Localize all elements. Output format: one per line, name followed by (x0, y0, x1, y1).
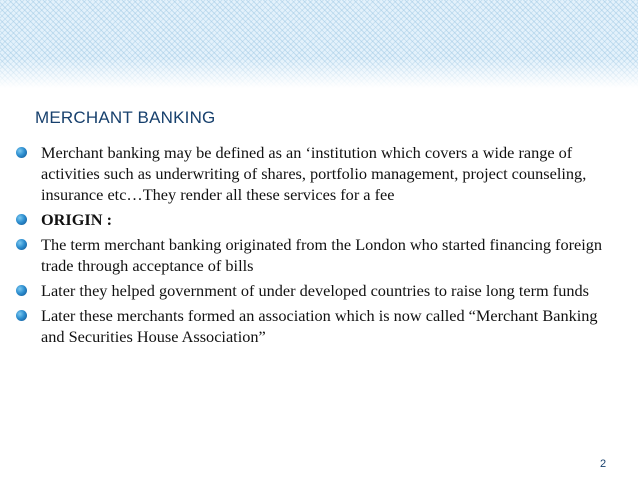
bullet-icon (16, 285, 27, 296)
bullet-text: ORIGIN : (41, 210, 113, 229)
bullet-icon (16, 310, 27, 321)
bullet-item-association (16, 305, 614, 347)
slide-title: MERCHANT BANKING (35, 108, 216, 127)
bullet-text: The term merchant banking originated from the London who started financing foreign trade through acceptance of bills (41, 235, 603, 275)
page-number: 2 (600, 458, 607, 470)
bullet-item-definition (16, 142, 614, 205)
bullet-text: Later they helped government of under developed countries to raise long term funds (41, 281, 589, 300)
bullet-list (16, 142, 614, 351)
header-fade (0, 58, 638, 88)
bullet-icon (16, 147, 27, 158)
bullet-item-government (16, 280, 614, 301)
bullet-text: Later these merchants formed an association which is now called “Merchant Banking and Securities House Association” (41, 306, 598, 346)
bullet-item-london (16, 234, 614, 276)
bullet-icon (16, 239, 27, 250)
bullet-item-origin (16, 209, 614, 230)
bullet-icon (16, 214, 27, 225)
bullet-text: Merchant banking may be defined as an ‘institution which covers a wide range of activities such as underwriting of shares, portfolio management, project counseling, insurance etc…They render all these services for a fee (41, 143, 587, 204)
